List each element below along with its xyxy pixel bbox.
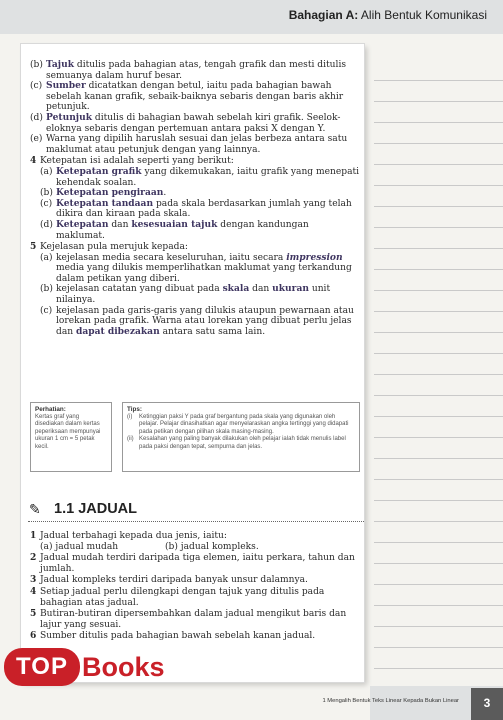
notes-text (30, 60, 360, 337)
tips-box (122, 402, 360, 472)
pencil-icon: ✎ (29, 502, 41, 518)
list-item: (b) Tajuk ditulis pada bahagian atas, tengah grafik dan mesti ditulis semuanya dalam huruf besar. (30, 59, 347, 81)
running-header (289, 8, 487, 22)
tips-box-title: Tips: (127, 406, 142, 413)
page-number: 3 (471, 688, 503, 720)
jadual-types: (a) jadual mudah (b) jadual kompleks. (40, 541, 259, 552)
list-item: (b) Ketepatan pengiraan. (40, 187, 167, 199)
list-item: (c) Ketepatan tandaan pada skala berdasarkan jumlah yang telah dikira dan kiraan pada skala. (40, 197, 352, 220)
section-divider (28, 521, 364, 522)
list-item: (d) Ketepatan dan kesesuaian tajuk dengan kandungan maklumat. (40, 218, 309, 241)
numbered-item: 1 Jadual terbahagi kepada dua jenis, iaitu: (30, 530, 227, 541)
note-box (30, 402, 112, 472)
list-item: (e) Warna yang dipilih haruslah sesuai dan jelas berbeza antara satu maklumat atau petunjuk dengan yang lainnya. (30, 134, 348, 155)
header-title-text: Alih Bentuk Komunikasi (360, 8, 487, 22)
numbered-item-4: 4 Ketepatan isi adalah seperti yang berikut: (30, 155, 234, 167)
list-item: (c) kejelasan pada garis-garis yang dilukis ataupun pewarnaan atau lorekan pada grafik. Warna atau lorekan yang dibuat perlu jelas dan dapat dibezakan antara satu sama lain. (40, 305, 354, 337)
header-section: Bahagian A: (288, 8, 359, 22)
tip-item: (ii) Kesalahan yang paling banyak dilakukan oleh pelajar ialah tidak menulis label pada paksi dengan tepat, sempurna dan jelas. (127, 436, 346, 450)
section-title: 1.1 JADUAL (54, 501, 138, 517)
callout-boxes (30, 402, 360, 474)
topbooks-watermark-logo (0, 644, 200, 694)
footer-chapter: 1 Mengalih Bentuk Teks Linear Kepada Bukan Linear (322, 698, 459, 704)
list-item: (b) kejelasan catatan yang dibuat pada skala dan ukuran unit nilainya. (40, 283, 331, 306)
section-heading (28, 502, 364, 520)
jadual-text (30, 530, 360, 642)
numbered-item: 2 Jadual mudah terdiri daripada tiga elemen, iaitu perkara, tahun dan jumlah. (30, 552, 355, 574)
numbered-item: 4 Setiap jadual perlu dilengkapi dengan tajuk yang ditulis pada bahagian atas jadual. (30, 585, 325, 608)
numbered-item-5: 5 Kejelasan pula merujuk kepada: (30, 241, 188, 253)
note-box-title: Perhatian: (35, 406, 66, 413)
note-box-text: Kertas graf yang disediakan dalam kertas peperiksaan mempunyai ukuran 1 cm = 5 petak kecil. (35, 413, 101, 450)
list-item: (a) kejelasan media secara keseluruhan, iaitu secara impression media yang dilukis memperlihatkan maklumat yang terkandung dalam petikan yang diberi. (40, 251, 352, 284)
list-item: (a) Ketepatan grafik yang dikemukakan, iaitu grafik yang menepati kehendak soalan. (40, 165, 360, 188)
list-item: (d) Petunjuk ditulis di bahagian bawah sebelah kiri grafik. Seelok-eloknya sebaris dengan pertemuan antara paksi X dengan Y. (30, 111, 341, 134)
numbered-item: 6 Sumber ditulis pada bahagian bawah sebelah kanan jadual. (30, 630, 316, 642)
tip-item: (i) Ketinggian paksi Y pada graf bergantung pada skala yang digunakan oleh pelajar. Pelajar dinasihatkan agar menyelaraskan angka tertinggi yang didapati pada petikan dengan pilihan skala masing-masing. (127, 413, 349, 435)
logo-books-text: Books (82, 652, 165, 682)
numbered-item: 3 Jadual kompleks terdiri daripada banyak unsur dalamnya. (30, 574, 308, 586)
note-lines (374, 60, 503, 680)
list-item: (c) Sumber dicatatkan dengan betul, iaitu pada bahagian bawah sebelah kanan grafik, sebaik-baiknya sebaris dengan baris akhir petunjuk. (30, 80, 344, 113)
logo-top-badge: TOP (4, 648, 80, 686)
numbered-item: 5 Butiran-butiran dipersembahkan dalam jadual mengikut baris dan lajur yang sesuai. (30, 608, 347, 630)
